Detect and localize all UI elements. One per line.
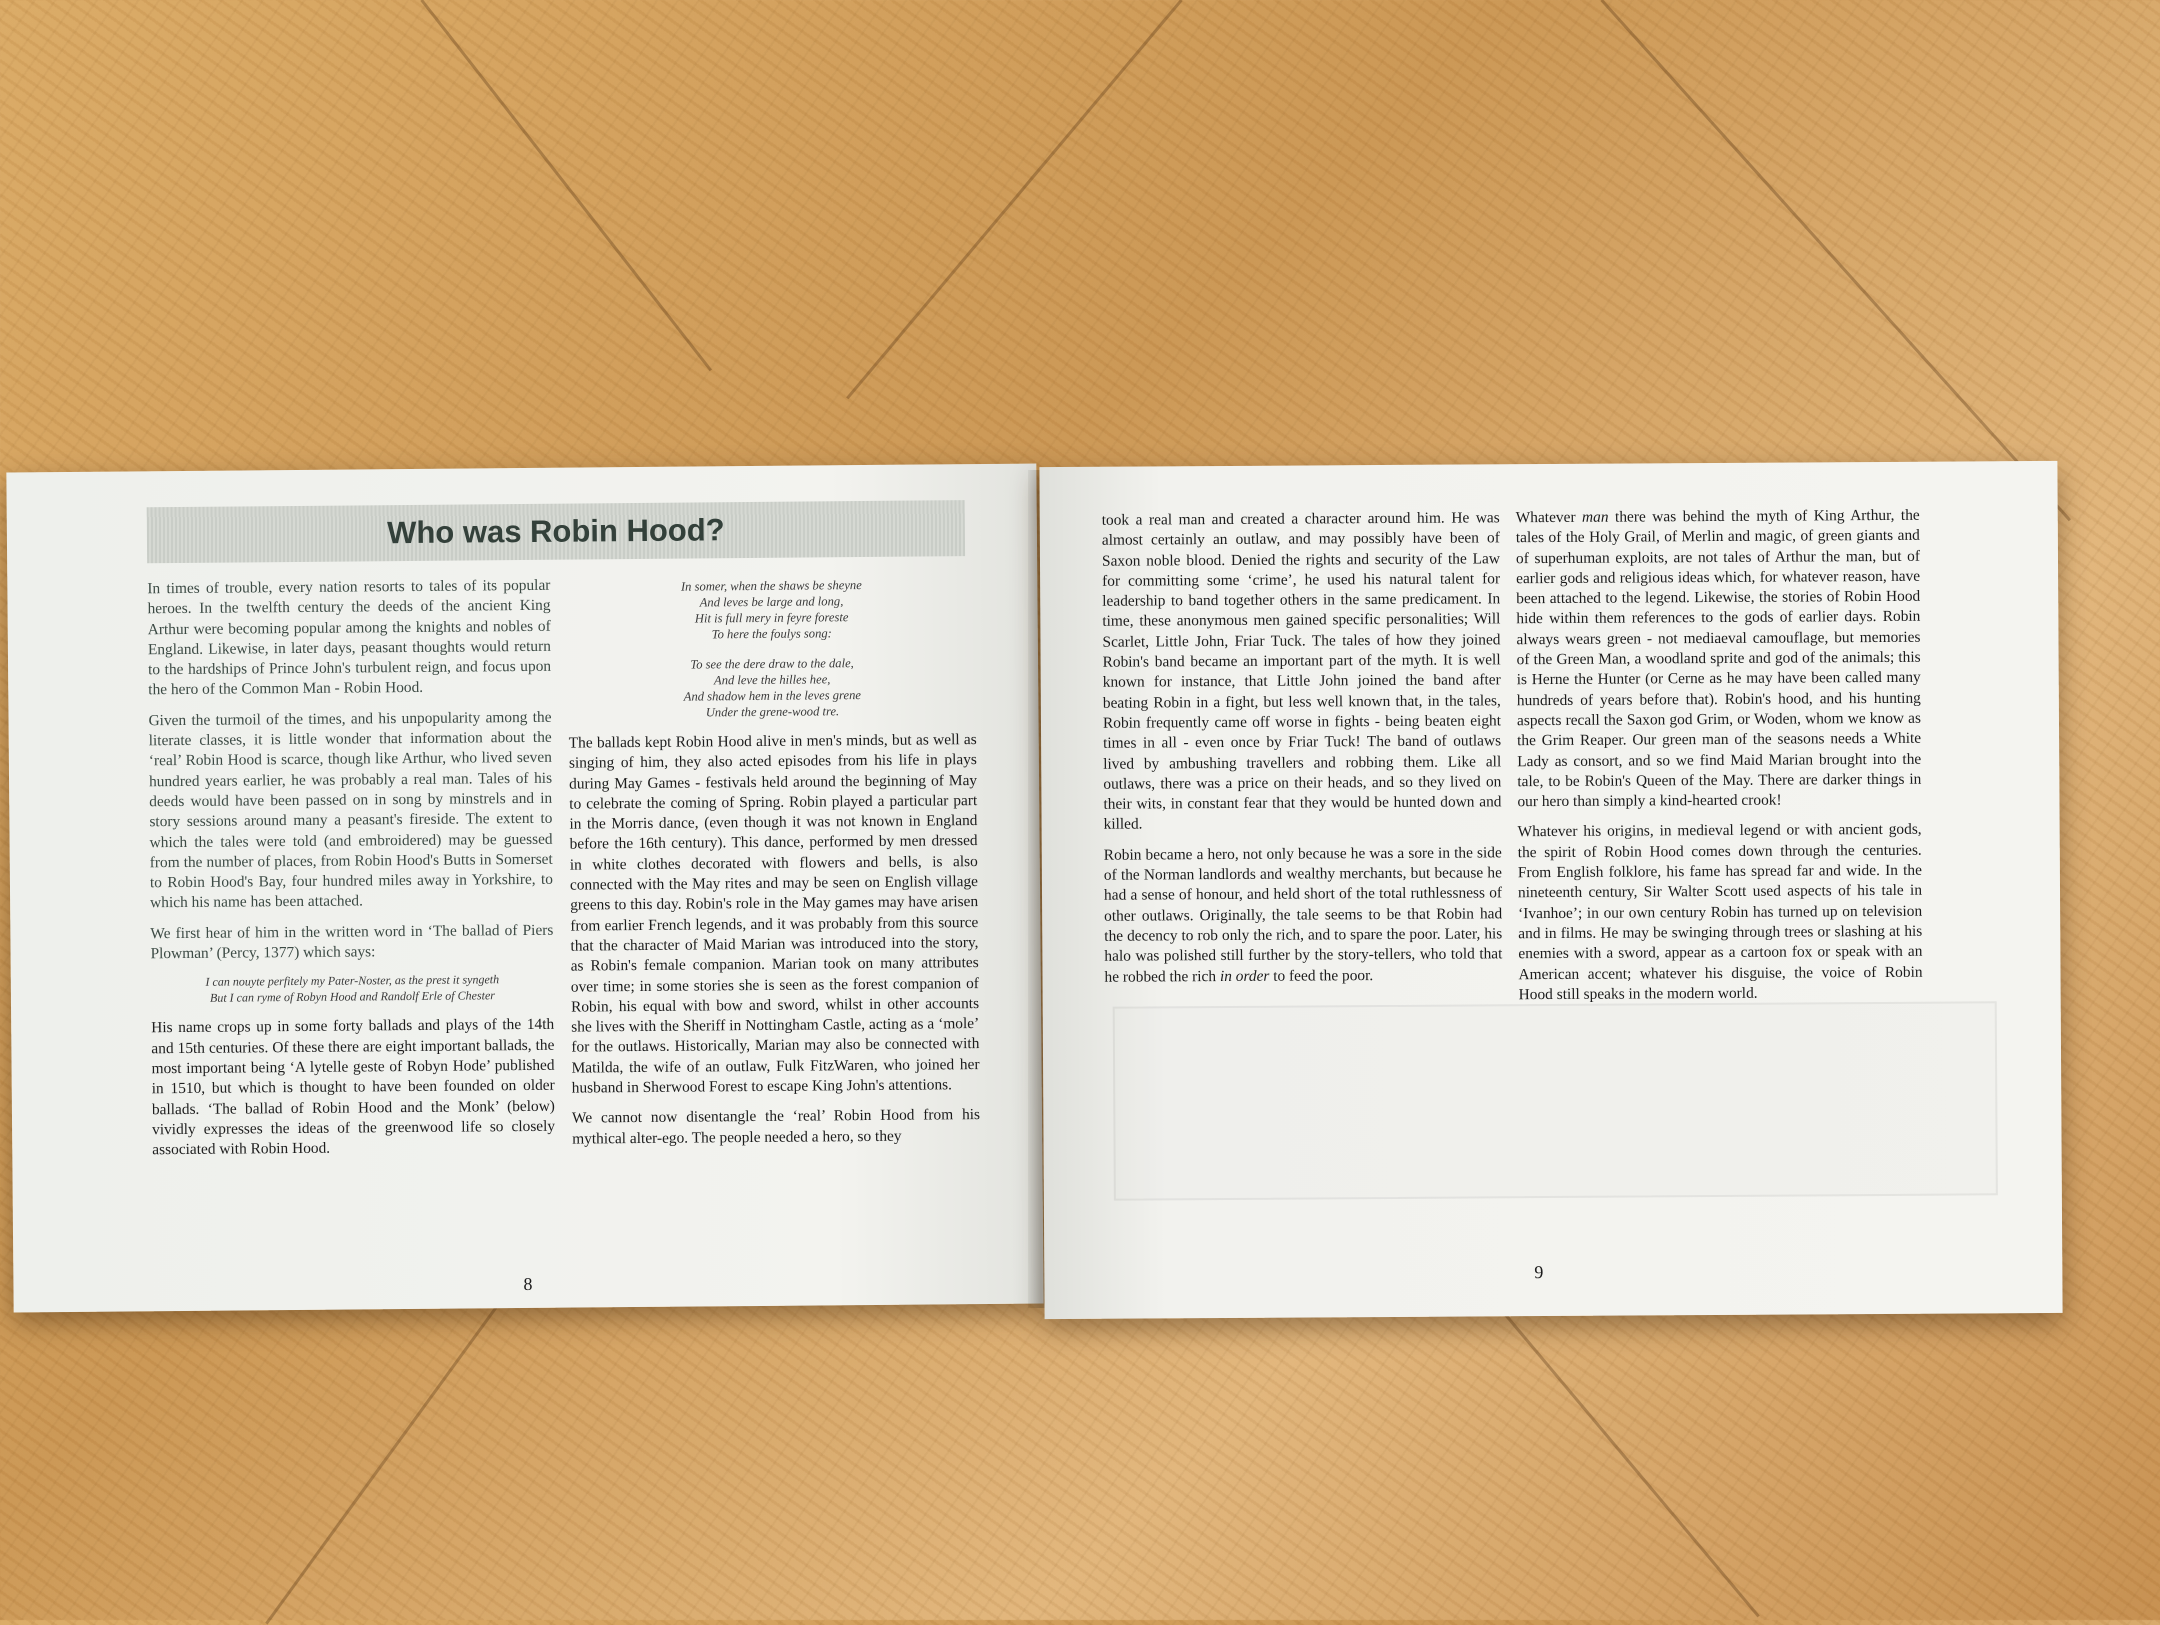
page-number: 8 (523, 1273, 533, 1295)
right-column-2 (1516, 506, 1923, 1016)
floor-seam (1500, 1309, 1759, 1617)
verse-line: I can nouyte perfitely my Pater-Noster, as the prest it syngeth (205, 972, 500, 990)
floor-seam (846, 0, 1183, 399)
show-through-box (1113, 1001, 1998, 1200)
paragraph: In times of trouble, every nation resorts to tales of its popular heroes. In the twelfth century the deeds of the ancient King Arthur were becoming popular among the knights and nobles of England. Likewise, in later days, peasant thoughts would return to the hardships of Prince John's turbulent reign, and focus upon the hero of the Common Man - Robin Hood. (147, 576, 552, 699)
verse-line: To here the foulys song: (711, 626, 832, 642)
paragraph (1516, 506, 1922, 813)
verse-line: But I can ryme of Robyn Hood and Randolf Erle of Chester (209, 988, 495, 1006)
left-column-1 (147, 576, 555, 1171)
paragraph: The ballads kept Robin Hood alive in men's minds, but as well as singing of him, they also acted episodes from his life in plays during May Games - festivals held around the beginning of May to celebrate the coming of Spring. Robin played a particular part in the Morris dance, (even though it was not known in England before the 16th century). This dance, performed by men dressed in white clothes decorated with flowers and bells, is also connected with the May rites and may be seen on English village greens to this day. Robin's role in the May games may have arisen from earlier French legends, and it was probably from this source that the character of Maid Marian was introduced into the story, as Robin's female companion. Marian took on many attributes over time; in some stories she is seen as the forest companion of Robin, his equal with bow and sword, whilst in other accounts she lives with the Sheriff in Nottingham Castle, acting as a ‘mole’ for the outlaws. Historically, Marian may also be connected with Matilda, the wife of an outlaw, Fulk FitzWaren, who joined her husband in Sherwood Forest to escape King John's attentions. (568, 731, 980, 1097)
paragraph: His name crops up in some forty ballads and plays of the 14th and 15th centuries. Of these there are eight important ballads, the most important being ‘A lytelle geste of Robyn Hode’ published in 1510, but which is thought to have been founded on older ballads. ‘The ballad of Robin Hood and the Monk’ (below) vividly expresses the ideas of the greenwood life so closely associated with Robin Hood. (151, 1016, 556, 1159)
paragraph: Whatever his origins, in medieval legend or with ancient gods, the spirit of Robin Hood comes down through the centuries. From English folklore, his fame has spread far and wide. In the nineteenth century, Sir Walter Scott used aspects of his tale in ‘Ivanhoe’; in our own century Robin has turned up on television and in films. He may be swinging through trees or slashing at his enemies with a sword, appear as a cartoon fox or speak with an American accent; whatever his disguise, the voice of Robin Hood still speaks in the modern world. (1517, 821, 1923, 1004)
verse-line: And leves be large and long, (699, 594, 844, 610)
right-page (1039, 461, 2062, 1319)
page-number: 9 (1534, 1262, 1544, 1283)
emphasis: in order (1219, 967, 1270, 985)
verse-line: To see the dere draw to the dale, (690, 656, 854, 672)
greenwood-verse (567, 576, 976, 722)
floor-seam (420, 0, 712, 371)
text-run: to feed the poor. (1269, 966, 1374, 985)
piers-plowman-verse (151, 971, 554, 1007)
verse-line: And shadow hem in the leves grene (683, 688, 861, 704)
title-band (147, 500, 965, 563)
paragraph (1104, 843, 1503, 988)
text-run: there was behind the myth of King Arthur, the tales of the Holy Grail, of Merlin and magic, of green giants and of superhuman exploits, are not tales of Arthur the man, but of earlier gods and religious ideas which, for whatever reason, have been attached to the legend. Likewise, the stories of Robin Hood hide within them references to the gods of earlier days. Robin always wears green - not mediaeval camouflage, but memories of the Green Man, a woodland sprite and god of the animals; this is Herne the Hunter (or Cerne as he may have been called many hundreds of years before that). Robin's hood, and his hunting aspects recall the Saxon god Grim, or Woden, whom we know as the Grim Reaper. Our green man of the seasons needs a White Lady as consort, and so we find Maid Marian brought into the tale, to be Robin's Queen of the May. There are darker things in our hero than simply a kind-hearted crook! (1515, 506, 1922, 811)
paragraph: took a real man and created a character around him. He was almost certainly an outlaw, and may possibly have been of Saxon noble blood. Denied the rights and security of the Law for committing some ‘crime’, he used his natural talent for leadership to band together others in the same predicament. In time, these anonymous men gained specific personalities; Will Scarlet, Little John, Friar Tuck. The tales of how they joined Robin's band became an important part of the myth. It is well known for instance, that Little John joined the band after beating Robin in a fight, but less well known that, in the tales, Robin frequently came off worse in fights - being beaten eight times in all - even once by Friar Tuck! The band of outlaws lived by ambushing travellers and robbing them. Like all outlaws, there was a price on their heads, and so they lived on their wits, in constant fear that they would be hunted down and killed. (1101, 509, 1502, 834)
page-title: Who was Robin Hood? (386, 512, 725, 551)
verse-line: And leve the hilles hee, (713, 672, 831, 688)
text-run: Robin became a hero, not only because he was a sore in the side of the Norman landlords and wealthy merchants, but because he had a sense of honour, and held short of the total ruthlessness of other outlaws. Originally, the tale seems to be that Robin had the decency to rob only the rich, and to spare the poor. Later, his halo was polished still further by the story-tellers, who told that he robbed the rich (1103, 844, 1503, 986)
left-page (6, 464, 1043, 1313)
left-column-2 (567, 572, 980, 1159)
emphasis: man (1581, 508, 1609, 526)
floor-seam (1600, 0, 2071, 521)
verse-line: Hit is full mery in feyre foreste (694, 610, 849, 626)
right-column-1 (1102, 508, 1503, 997)
paragraph: We first hear of him in the written word in ‘The ballad of Piers Plowman’ (Percy, 1377) which says: (150, 921, 554, 963)
paragraph: Given the turmoil of the times, and his unpopularity among the literate classes, it is little wonder that information about the ‘real’ Robin Hood is scarce, though like Arthur, who lived seven hundred years earlier, he was probably a real man. Tales of his deeds would have been passed on in song by minstrels and in story sessions around many a peasant's fireside. The extent to which the tales were told (and embroidered) may be guessed from the number of places, from Robin Hood's Butts in Somerset to Robin Hood's Bay, four hundred miles away in Yorkshire, to which his name has been attached. (148, 708, 554, 912)
paragraph: We cannot now disentangle the ‘real’ Robin Hood from his mythical alter-ego. The people needed a hero, so they (571, 1106, 981, 1148)
verse-line: Under the grene-wood tre. (705, 704, 840, 720)
text-run: Whatever (1515, 508, 1583, 527)
verse-line: In somer, when the shaws be sheyne (680, 578, 862, 594)
floor-seam (265, 1299, 503, 1624)
